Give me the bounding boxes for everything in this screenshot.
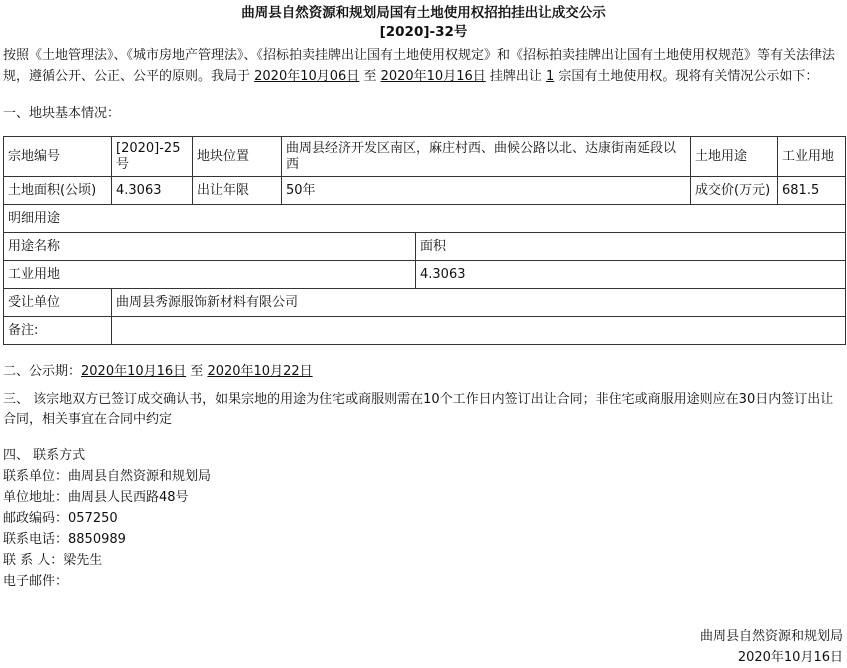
table-row: [4, 317, 846, 345]
location-label: 地块位置: [193, 137, 282, 177]
assignee-value: 曲周县秀源服饰新材料有限公司: [112, 289, 846, 317]
intro-text-2: 挂牌出让: [485, 68, 547, 84]
price-label: 成交价(万元): [691, 177, 778, 205]
parcel-no-label: 宗地编号: [4, 137, 112, 177]
signature-block: [700, 626, 843, 668]
assignee-label: 受让单位: [4, 289, 112, 317]
section-4-heading: 四、 联系方式: [3, 448, 86, 463]
publicity-end-date: 2020年10月22日: [207, 364, 313, 379]
section-2-publicity-period: [3, 362, 847, 382]
parcel-table: [3, 136, 846, 345]
notice-number: [2020]-32号: [379, 24, 468, 40]
table-row: [4, 261, 846, 289]
price-value: 681.5: [778, 177, 846, 205]
section-3-contract: 三、 该宗地双方已签订成交确认书，如果宗地的用途为住宅或商服则需在10个工作日内签订出让合同；非住宅或商服用途则应在30日内签订出让合同，相关事宜在合同中约定: [3, 392, 834, 427]
table-row: [4, 233, 846, 261]
location-value: 曲周县经济开发区南区，麻庄村西、曲候公路以北、达康街南延段以西: [282, 137, 691, 177]
area2-label: 面积: [416, 233, 846, 261]
intro-paragraph: [3, 46, 841, 87]
publicity-start-date: 2020年10月16日: [81, 364, 187, 379]
remark-label: 备注:: [4, 317, 112, 345]
publicity-to-word: 至: [186, 364, 208, 379]
term-value: 50年: [282, 177, 691, 205]
table-row: [4, 205, 846, 233]
contact-block: [3, 466, 847, 592]
intro-text-3: 宗国有土地使用权。现将有关情况公示如下：: [554, 68, 819, 84]
intro-text-1: 按照《土地管理法》、《城市房地产管理法》、《招标拍卖挂牌出让国有土地使用权规定》和《招标拍卖挂牌出让国有土地使用权规范》等有关法律法规，遵循公开、公正、公平的原则。我局于: [3, 48, 836, 84]
contact-postcode: 邮政编码：057250: [3, 511, 118, 526]
area-value: 4.3063: [112, 177, 193, 205]
table-row: [4, 289, 846, 317]
contact-email: 电子邮件：: [3, 574, 69, 589]
contact-unit: 联系单位：曲周县自然资源和规划局: [3, 469, 212, 484]
land-use-value: 工业用地: [778, 137, 846, 177]
table-row: [4, 177, 846, 205]
contact-address: 单位地址：曲周县人民西路48号: [3, 490, 189, 505]
detail-use-heading: 明细用途: [4, 205, 846, 233]
signature-date: 2020年10月16日: [737, 650, 843, 665]
contact-person: 联 系 人：梁先生: [3, 553, 103, 568]
land-use-label: 土地用途: [691, 137, 778, 177]
parcel-no-value: [2020]-25号: [112, 137, 193, 177]
publicity-label: 二、公示期：: [3, 364, 82, 379]
listing-end-date: 2020年10月16日: [380, 68, 486, 84]
remark-value: [112, 317, 846, 345]
parcel-count: 1: [546, 68, 555, 84]
contact-phone: 联系电话：8850989: [3, 532, 126, 547]
listing-start-date: 2020年10月06日: [254, 68, 360, 84]
table-row: [4, 137, 846, 177]
detail-area-value: 4.3063: [416, 261, 846, 289]
notice-title: 曲周县自然资源和规划局国有土地使用权招拍挂出让成交公示: [241, 5, 606, 21]
use-name-label: 用途名称: [4, 233, 416, 261]
signature-org: 曲周县自然资源和规划局: [699, 629, 843, 644]
intro-to-word: 至: [359, 68, 381, 84]
area-label: 土地面积(公顷): [4, 177, 112, 205]
term-label: 出让年限: [193, 177, 282, 205]
detail-use-value: 工业用地: [4, 261, 416, 289]
section-1-heading: 一、地块基本情况：: [3, 106, 121, 121]
